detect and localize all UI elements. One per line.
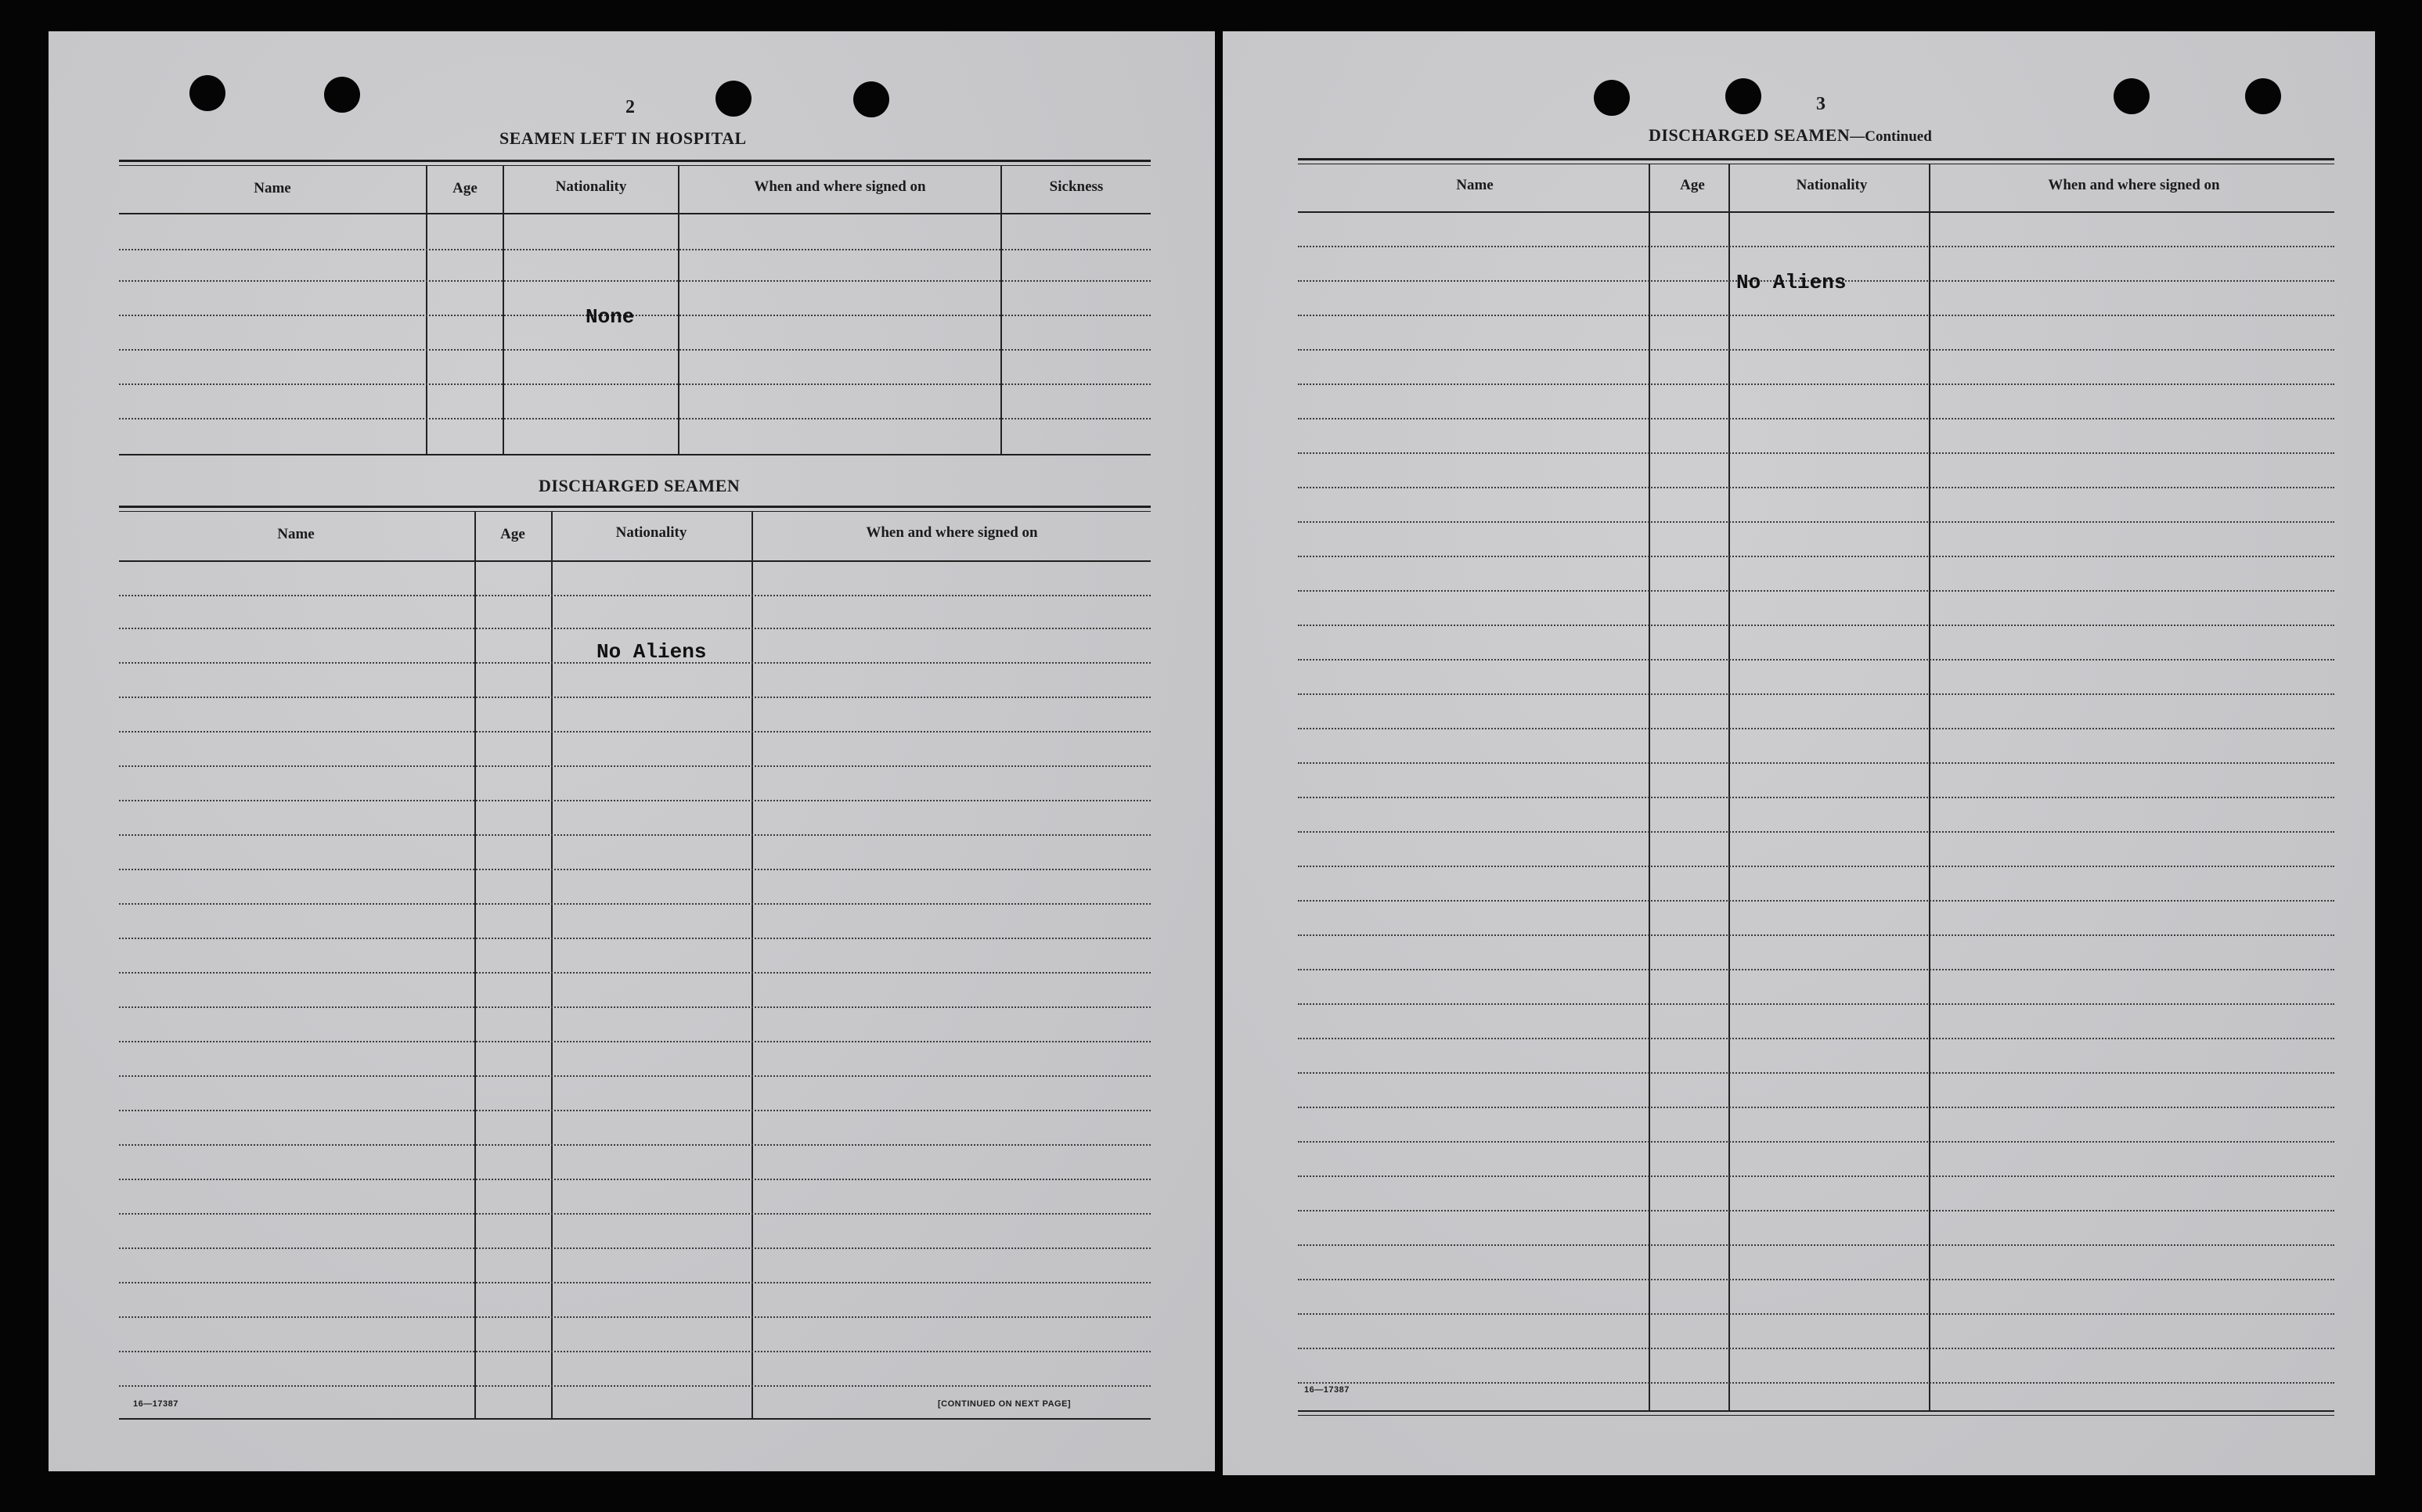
discharged-entry-text: No Aliens [596,640,707,664]
punch-hole [1594,80,1630,116]
left-page [49,31,1215,1471]
column-header-nationality: Nationality [615,524,687,541]
page-number: 3 [1816,94,1826,114]
section-title-discharged-continued [1649,125,1932,146]
column-header-age: Age [452,180,478,196]
column-header-signed-on: When and where signed on [754,178,926,195]
column-header-signed-on: When and where signed on [2048,177,2220,193]
section-title-hospital: SEAMEN LEFT IN HOSPITAL [499,128,747,148]
punch-hole [2245,78,2281,114]
punch-hole [715,81,751,117]
column-header-sickness: Sickness [1049,178,1104,195]
punch-hole [2114,78,2150,114]
column-header-nationality: Nationality [555,178,627,195]
right-page [1223,31,2375,1475]
punch-hole [189,75,225,111]
column-header-name: Name [254,180,291,196]
section-title-main: DISCHARGED SEAMEN [1649,125,1851,145]
punch-hole [1725,78,1761,114]
column-header-name: Name [277,526,315,542]
section-title-continued: —Continued [1850,128,1932,145]
continued-note: [CONTINUED ON NEXT PAGE] [938,1399,1072,1409]
page-number: 2 [625,97,635,117]
discharged-entry-text: No Aliens [1736,271,1847,294]
column-header-signed-on: When and where signed on [866,524,1038,541]
punch-hole [324,77,360,113]
column-header-age: Age [1680,177,1705,193]
column-header-name: Name [1456,177,1494,193]
section-title-discharged: DISCHARGED SEAMEN [539,476,741,495]
column-header-age: Age [500,526,525,542]
hospital-entry-text: None [586,305,635,329]
form-number: 16—17387 [1304,1385,1350,1395]
punch-hole [853,81,889,117]
form-number: 16—17387 [133,1399,178,1409]
column-header-nationality: Nationality [1796,177,1868,193]
